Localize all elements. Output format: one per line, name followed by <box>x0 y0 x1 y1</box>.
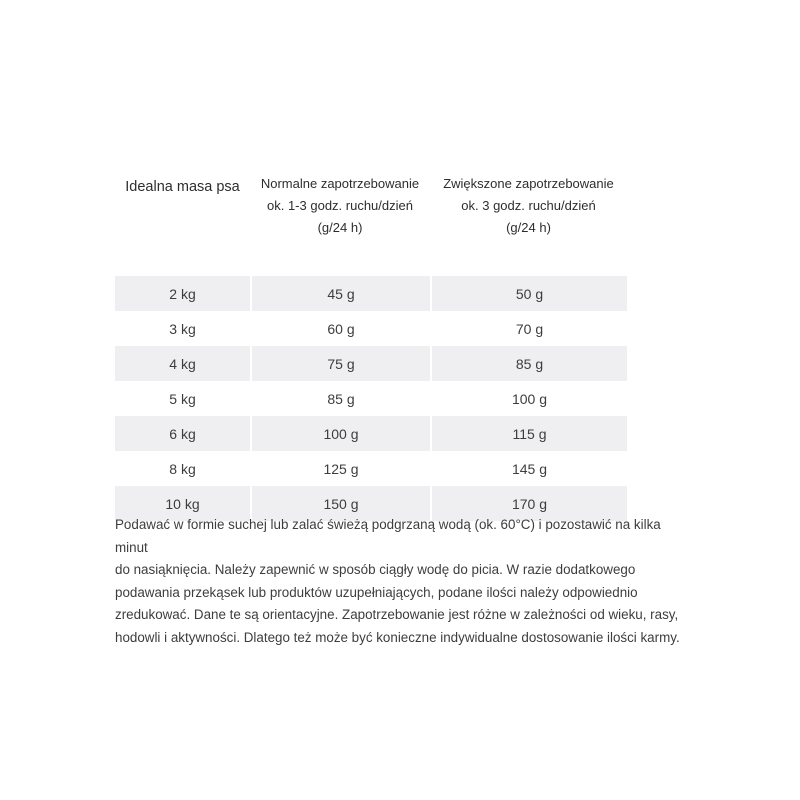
cell-normal: 125 g <box>250 451 430 486</box>
cell-mass: 3 kg <box>115 311 250 346</box>
cell-mass: 8 kg <box>115 451 250 486</box>
header-normal-activity: ok. 1-3 godz. ruchu/dzień <box>267 198 413 213</box>
cell-normal: 75 g <box>250 346 430 381</box>
cell-normal: 60 g <box>250 311 430 346</box>
cell-increased: 170 g <box>430 486 627 521</box>
header-increased-demand <box>430 173 627 276</box>
feeding-instructions <box>115 514 695 649</box>
feeding-table <box>115 173 627 521</box>
cell-increased: 85 g <box>430 346 627 381</box>
cell-increased: 50 g <box>430 276 627 311</box>
table-row <box>115 276 627 311</box>
cell-normal: 100 g <box>250 416 430 451</box>
header-row <box>115 173 627 276</box>
cell-normal: 150 g <box>250 486 430 521</box>
table-header <box>115 173 627 276</box>
note-line: podawania przekąsek lub produktów uzupełniających, podane ilości należy odpowiednio <box>115 584 638 600</box>
note-line: do nasiąknięcia. Należy zapewnić w sposób ciągły wodę do picia. W razie dodatkowego <box>115 562 636 577</box>
table-body <box>115 276 627 521</box>
table-row <box>115 416 627 451</box>
cell-increased: 115 g <box>430 416 627 451</box>
cell-mass: 6 kg <box>115 416 250 451</box>
cell-mass: 2 kg <box>115 276 250 311</box>
cell-mass: 4 kg <box>115 346 250 381</box>
table-row <box>115 451 627 486</box>
cell-increased: 70 g <box>430 311 627 346</box>
cell-increased: 100 g <box>430 381 627 416</box>
header-normal-title: Normalne zapotrzebowanie <box>260 176 420 191</box>
header-increased-activity: ok. 3 godz. ruchu/dzień <box>461 198 596 213</box>
header-ideal-mass: Idealna masa psa <box>125 179 240 195</box>
note-line: zredukować. Dane te są orientacyjne. Zapotrzebowanie jest różne w zależności od wieku, rasy, <box>115 607 679 622</box>
note-line: hodowli i aktywności. Dlatego też może być konieczne indywidualne dostosowanie ilości karmy. <box>115 629 680 645</box>
cell-normal: 45 g <box>250 276 430 311</box>
table-row <box>115 381 627 416</box>
header-increased-unit: (g/24 h) <box>506 220 551 235</box>
cell-mass: 5 kg <box>115 381 250 416</box>
cell-normal: 85 g <box>250 381 430 416</box>
header-increased-title: Zwiększone zapotrzebowanie <box>443 176 614 191</box>
header-normal-unit: (g/24 h) <box>317 220 363 235</box>
table-row <box>115 311 627 346</box>
cell-mass: 10 kg <box>115 486 250 521</box>
cell-increased: 145 g <box>430 451 627 486</box>
table-row <box>115 346 627 381</box>
header-normal-demand <box>250 173 430 276</box>
note-line: Podawać w formie suchej lub zalać świeżą podgrzaną wodą (ok. 60°C) i pozostawić na kilka minut <box>115 517 661 555</box>
